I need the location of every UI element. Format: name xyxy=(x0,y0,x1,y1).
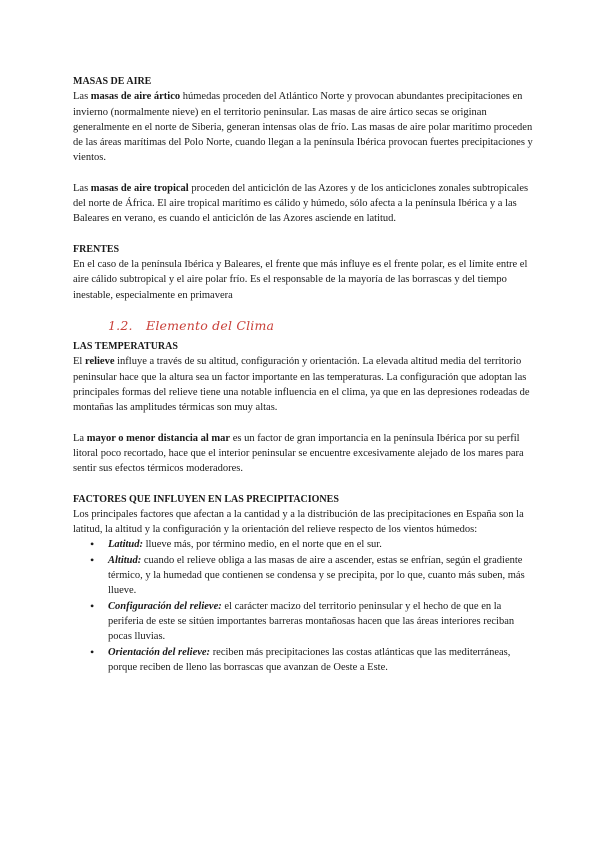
text-fragment: proceden del anticiclón de las Azores y de los anticiclones zonales subtropicales del norte de África. El aire tropical marítimo es cálido y húmedo, sólo afecta a la península Ibérica y a las Baleares en verano, es cuando el anticiclón de las Azores asciende en latitud. xyxy=(73,182,529,225)
factor-term: Orientación del relieve: xyxy=(108,646,211,658)
factor-text: reciben más precipitaciones las costas atlánticas que las mediterráneas, porque reciben de lleno las borrascas que avanzan de Oeste a Este. xyxy=(108,646,511,673)
section-title-text: Elemento del Clima xyxy=(146,317,275,333)
section-title xyxy=(108,318,533,333)
heading-masas-de-aire: MASAS DE AIRE xyxy=(73,76,152,87)
heading-frentes: FRENTES xyxy=(73,243,120,255)
factor-term: Configuración del relieve: xyxy=(108,600,222,612)
paragraph-relieve xyxy=(73,354,533,415)
factor-term: Altitud: xyxy=(108,554,142,566)
paragraph-aire-tropical xyxy=(73,181,533,227)
heading-temperaturas: LAS TEMPERATURAS xyxy=(73,341,178,353)
list-item xyxy=(73,645,533,676)
document-body xyxy=(73,74,533,675)
factor-text: cuando el relieve obliga a las masas de aire a ascender, estas se enfrían, según el gradiente térmico, y la humedad que contienen se condensa y se precipita, por lo que, cuanto más suben, más llueve. xyxy=(108,554,525,597)
text-fragment: Las xyxy=(73,91,91,103)
text-fragment: es un factor de gran importancia en la península Ibérica por su perfil litoral poco recortado, hace que el interior peninsular se encuentre excesivamente alejado de los mares para sentir sus efectos térmicos moderadores. xyxy=(73,432,524,475)
bold-term: masas de aire ártico xyxy=(90,91,181,103)
text-fragment: La xyxy=(73,432,87,444)
paragraph-aire-artico xyxy=(73,89,533,165)
text-fragment: Las xyxy=(73,182,91,194)
list-item xyxy=(73,553,533,599)
bold-term: mayor o menor distancia al mar xyxy=(86,432,231,444)
list-item xyxy=(73,537,533,552)
section-number: 1.2. xyxy=(108,317,133,333)
paragraph-frentes: En el caso de la península Ibérica y Baleares, el frente que más influye es el frente polar, es el límite entre el aire cálido subtropical y el aire polar frío. Es el responsable de la mayoría de las borrascas y del tiempo inestable, especialmente en primavera xyxy=(73,258,528,301)
bold-term: relieve xyxy=(84,356,115,368)
factor-term: Latitud: xyxy=(108,539,144,551)
bold-term: masas de aire tropical xyxy=(90,182,189,194)
factor-text: llueve más, por término medio, en el norte que en el sur. xyxy=(143,539,382,551)
heading-precipitaciones: FACTORES QUE INFLUYEN EN LAS PRECIPITACIONES xyxy=(73,493,339,505)
factor-text: el carácter macizo del territorio peninsular y el hecho de que en la periferia de este se sitúen importantes barreras montañosas hacen que las áreas interiores reciban pocas lluvias. xyxy=(108,600,515,643)
text-fragment: El xyxy=(73,356,85,368)
paragraph-precipitaciones-intro: Los principales factores que afectan a la cantidad y a la distribución de las precipitaciones en España son la latitud, la altitud y la configuración y la orientación del relieve respecto de los vientos húmedos: xyxy=(73,508,524,536)
text-fragment: húmedas proceden del Atlántico Norte y provocan abundantes precipitaciones en invierno (normalmente nieve) en el territorio peninsular. Las masas de aire ártico secas se originan generalmente en el norte de Siberia, generan intensas olas de frío. Las masas de aire polar marítimo proceden de las áreas marítimas del Polo Norte, cuando llegan a la península Ibérica provocan fuertes precipitaciones y vientos. xyxy=(73,91,533,164)
factors-list xyxy=(73,537,533,675)
text-fragment: influye a través de su altitud, configuración y orientación. La elevada altitud media del territorio peninsular hace que la altura sea un factor importante en las temperaturas. La configuración que adoptan las principales formas del relieve tiene una notable influencia en el clima, ya que en las depresiones rodeadas de montañas las amplitudes térmicas son muy altas. xyxy=(73,356,530,414)
paragraph-distancia-mar xyxy=(73,431,533,477)
list-item xyxy=(73,599,533,645)
